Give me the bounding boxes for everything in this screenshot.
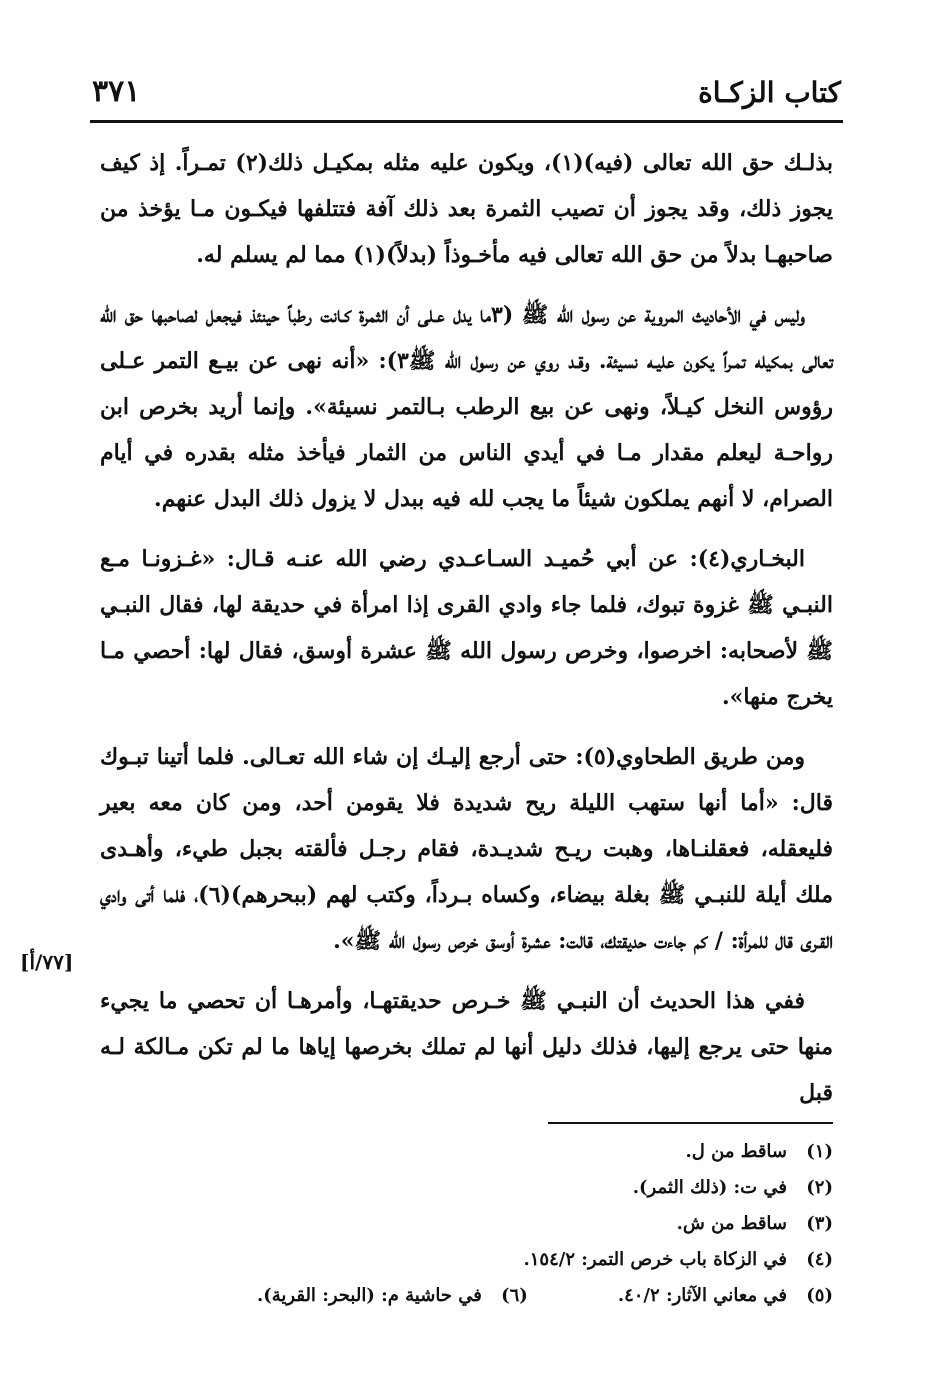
footnote-item — [100, 1134, 833, 1170]
manuscript-folio-marker: [٧٧/أ] — [20, 950, 74, 974]
footnotes — [100, 1134, 833, 1314]
footnote-text: في حاشية م: (البحر: القرية). — [256, 1285, 482, 1306]
paragraph-3: البخـاري(٤): عن أبي حُميـد السـاعـدي رضي الله عنـه قـال: «غـزونـا مـع النبـي ﷺ غزوة تبوك، فلما جاء وادي القرى إذا امرأة في حديقة لها، فقال النبـي ﷺ لأصحابه: اخرصوا، وخرص رسول الله ﷺ عشرة أوسق، فقال لها: أحصي مـا يخرج منها». — [100, 546, 833, 710]
footnote-item — [257, 1278, 528, 1314]
paragraph-5: ففي هذا الحديث أن النبـي ﷺ خـرص حديقتهـا، وأمرهـا أن تحصي ما يجيء منها حتى يرجع إليها، فذلك دليل أنها لم تملك بخرصها إياها ما لم تكن مـالكة لـه قبل — [100, 988, 833, 1106]
footnote-number: (٦) — [501, 1285, 528, 1306]
footnote-number: (٣) — [806, 1213, 833, 1234]
paragraph-1: بذلـك حق الله تعالى (فيه)(١)، ويكون عليه مثله بمكيـل ذلك(٢) تمـراً. إذ كيف يجوز ذلك، وقد يجوز أن تصيب الثمرة بعد ذلك آفة فتتلفها فيكـون مـا يؤخذ من صاحبهـا بدلاً من حق الله تعالى فيه مأخـوذاً (بدلاً)(١) مما لم يسلم له. — [100, 150, 833, 268]
footnote-text: ساقط من ش. — [676, 1213, 787, 1234]
footnote-item — [618, 1278, 833, 1314]
running-header — [92, 70, 841, 114]
footnote-item — [100, 1242, 833, 1278]
book-title: كتاب الزكـاة — [698, 76, 841, 109]
footnote-row — [100, 1278, 833, 1314]
footnote-spacer — [528, 1278, 618, 1314]
footnote-number: (٤) — [806, 1249, 833, 1270]
footnote-number: (٥) — [806, 1285, 833, 1306]
footnote-text: في الزكاة باب خرص التمر: ١٥٤/٢. — [523, 1249, 787, 1270]
footnote-number: (٢) — [806, 1177, 833, 1198]
paragraph-2: وليس في الأحاديث المروية عن رسول الله ﷺ (٣ما يدل عـلى أن الثمرة كـانت رطباً حينئذ فيجعل لصاحبها حق الله تعالى بمكيله تمـراً يكون عليـه نسيئة. وقـد روي عن رسول الله ﷺ٣): «أنه نهى عن بيـع التمر عـلى رؤوس النخل كيـلاً، ونهى عن بيع الرطب بـالتمر نسيئة». وإنما أريد بخرص ابن رواحـة ليعلم مقدار مـا في أيدي الناس من الثمار فيأخذ مثله بقدره في أيام الصرام، لا أنهم يملكون شيئاً ما يجب لله فيه ببدل لا يزول ذلك البدل عنهم. — [100, 302, 833, 512]
footnote-divider — [548, 1122, 833, 1124]
paragraph-4: ومن طريق الطحاوي(٥): حتى أرجع إليـك إن شاء الله تعـالى. فلما أتينا تبـوك قال: «أما أنها ستهب الليلة ريح شديدة فلا يقومن أحد، ومن كان معه بعير فليعقله، فعقلنـاها، وهبت ريـح شديـدة، فقام رجـل فألقته بجبل طيء، وأهـدى ملك أيلة للنبـي ﷺ بغلة بيضاء، وكساه بـرداً، وكتب لهم (ببحرهم)(٦)، فلما أتى وادي القـرى قال للمرأة: / كم جاءت حديقتك، قالت: عشرة أوسق خرص رسول الله ﷺ». — [100, 744, 833, 954]
footnote-number: (١) — [806, 1141, 833, 1162]
header-divider — [90, 120, 843, 123]
page-number: ٣٧١ — [92, 74, 141, 109]
footnote-item — [100, 1170, 833, 1206]
footnote-item — [100, 1206, 833, 1242]
footnote-text: في ت: (ذلك الثمر). — [632, 1177, 787, 1198]
footnote-text: في معاني الآثار: ٤٠/٢. — [617, 1285, 787, 1306]
footnote-text: ساقط من ل. — [685, 1141, 787, 1162]
main-text — [100, 140, 833, 1130]
